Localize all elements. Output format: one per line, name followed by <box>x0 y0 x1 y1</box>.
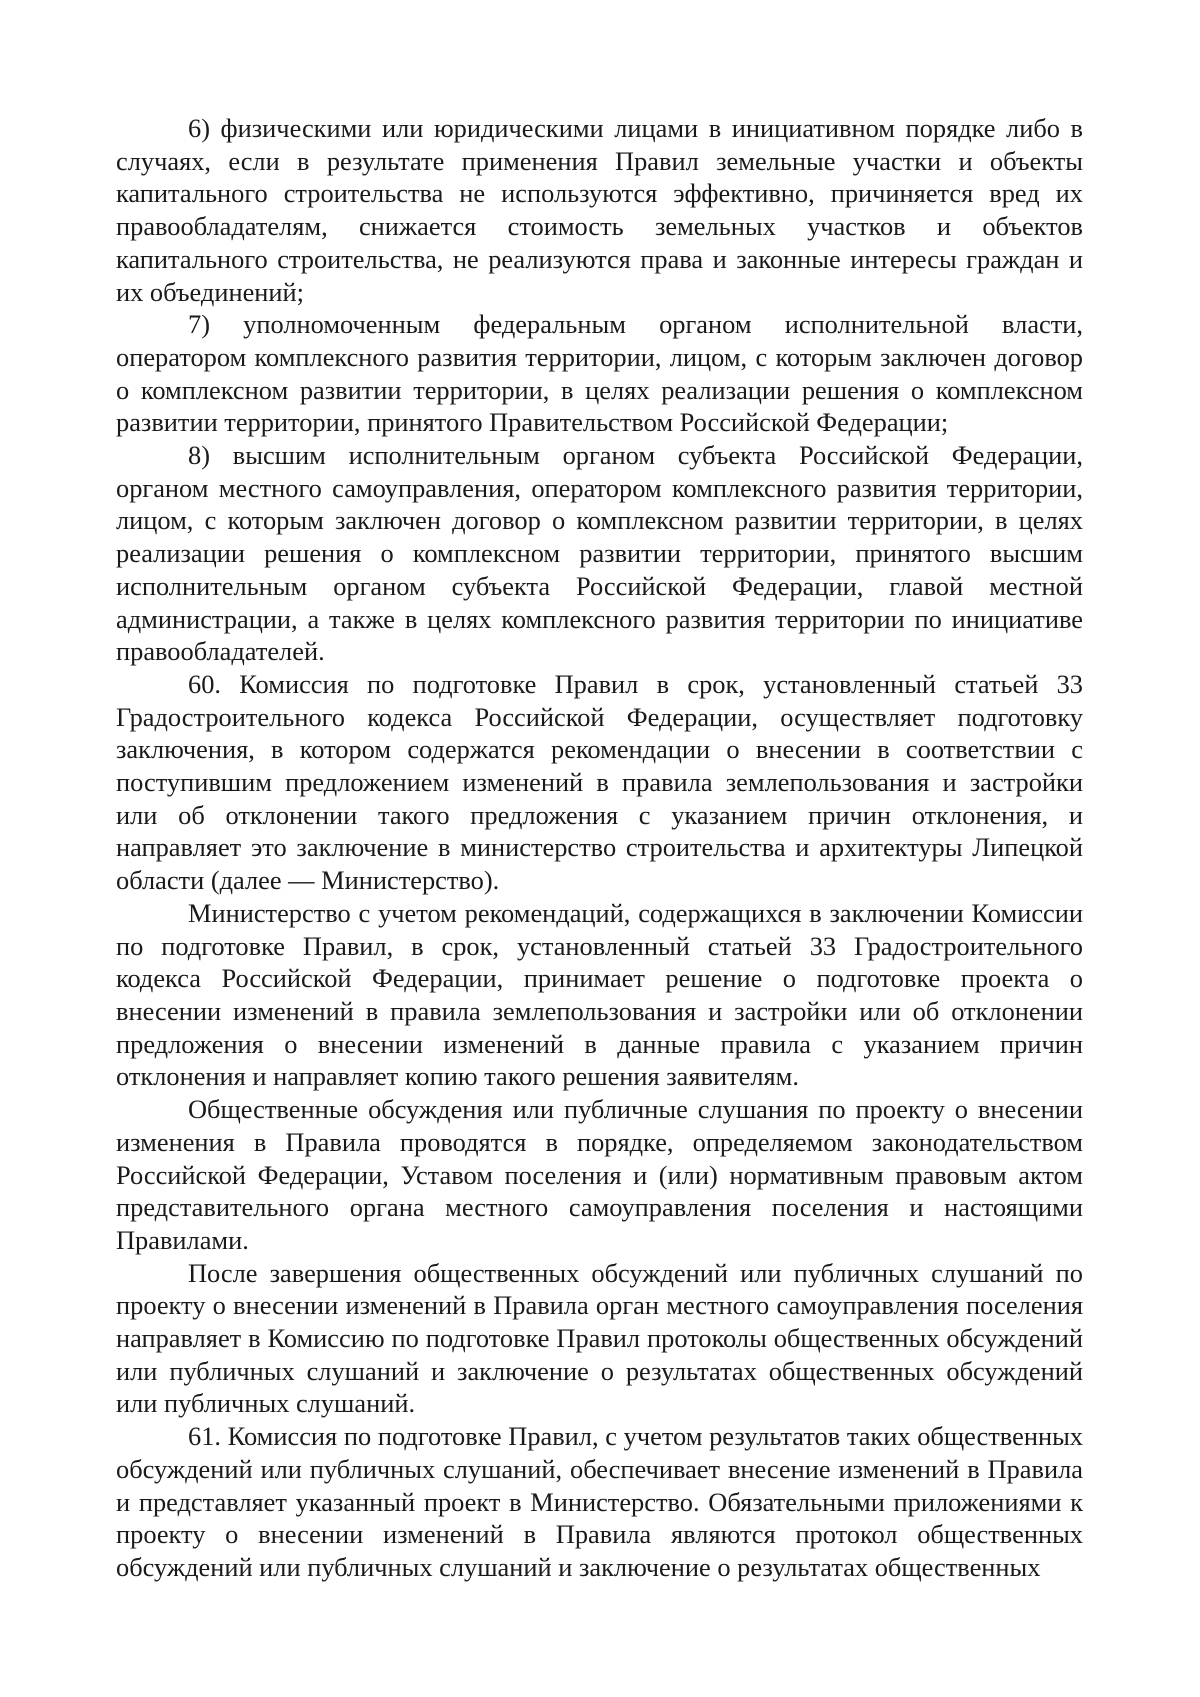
paragraph-item-8: 8) высшим исполнительным органом субъекта Российской Федерации, органом местного самоуправления, оператором комплексного развития территории, лицом, с которым заключен договор о комплексном развитии территории, в целях реализации решения о комплексном развитии территории, принятого высшим исполнительным органом субъекта Российской Федерации, главой местной администрации, а также в целях комплексного развития территории по инициативе правообладателей. <box>116 440 1083 667</box>
paragraph-ministry-decision: Министерство с учетом рекомендаций, содержащихся в заключении Комиссии по подготовке Правил, в срок, установленный статьей 33 Градостроительного кодекса Российской Федерации, принимает решение о подготовке проекта о внесении изменений в правила землепользования и застройки или об отклонении предложения о внесении изменений в данные правила с указанием причин отклонения и направляет копию такого решения заявителям. <box>116 897 1083 1092</box>
paragraph-clause-61: 61. Комиссия по подготовке Правил, с учетом результатов таких общественных обсуждений или публичных слушаний, обеспечивает внесение изменений в Правила и представляет указанный проект в Министерство. Обязательными приложениями к проекту о внесении изменений в Правила являются протокол общественных обсуждений или публичных слушаний и заключение о результатах общественных <box>116 1421 1083 1582</box>
document-page <box>116 112 1083 1584</box>
paragraph-public-hearings: Общественные обсуждения или публичные слушания по проекту о внесении изменения в Правила проводятся в порядке, определяемом законодательством Российской Федерации, Уставом поселения и (или) нормативным правовым актом представительного органа местного самоуправления поселения и настоящими Правилами. <box>116 1094 1083 1255</box>
paragraph-item-6: 6) физическими или юридическими лицами в инициативном порядке либо в случаях, если в результате применения Правил земельные участки и объекты капитального строительства не используются эффективно, причиняется вред их правообладателям, снижается стоимость земельных участков и объектов капитального строительства, не реализуются права и законные интересы граждан и их объединений; <box>116 113 1083 307</box>
paragraph-clause-60: 60. Комиссия по подготовке Правил в срок, установленный статьей 33 Градостроительного кодекса Российской Федерации, осуществляет подготовку заключения, в котором содержатся рекомендации о внесении в соответствии с поступившим предложением изменений в правила землепользования и застройки или об отклонении такого предложения с указанием причин отклонения, и направляет это заключение в министерство строительства и архитектуры Липецкой области (далее — Министерство). <box>116 668 1083 896</box>
paragraph-item-7: 7) уполномоченным федеральным органом исполнительной власти, оператором комплексного развития территории, лицом, с которым заключен договор о комплексном развитии территории, в целях реализации решения о комплексном развитии территории, принятого Правительством Российской Федерации; <box>116 309 1083 438</box>
paragraph-after-hearings: После завершения общественных обсуждений или публичных слушаний по проекту о внесении изменений в Правила орган местного самоуправления поселения направляет в Комиссию по подготовке Правил протоколы общественных обсуждений или публичных слушаний и заключение о результатах общественных обсуждений или публичных слушаний. <box>116 1257 1083 1419</box>
